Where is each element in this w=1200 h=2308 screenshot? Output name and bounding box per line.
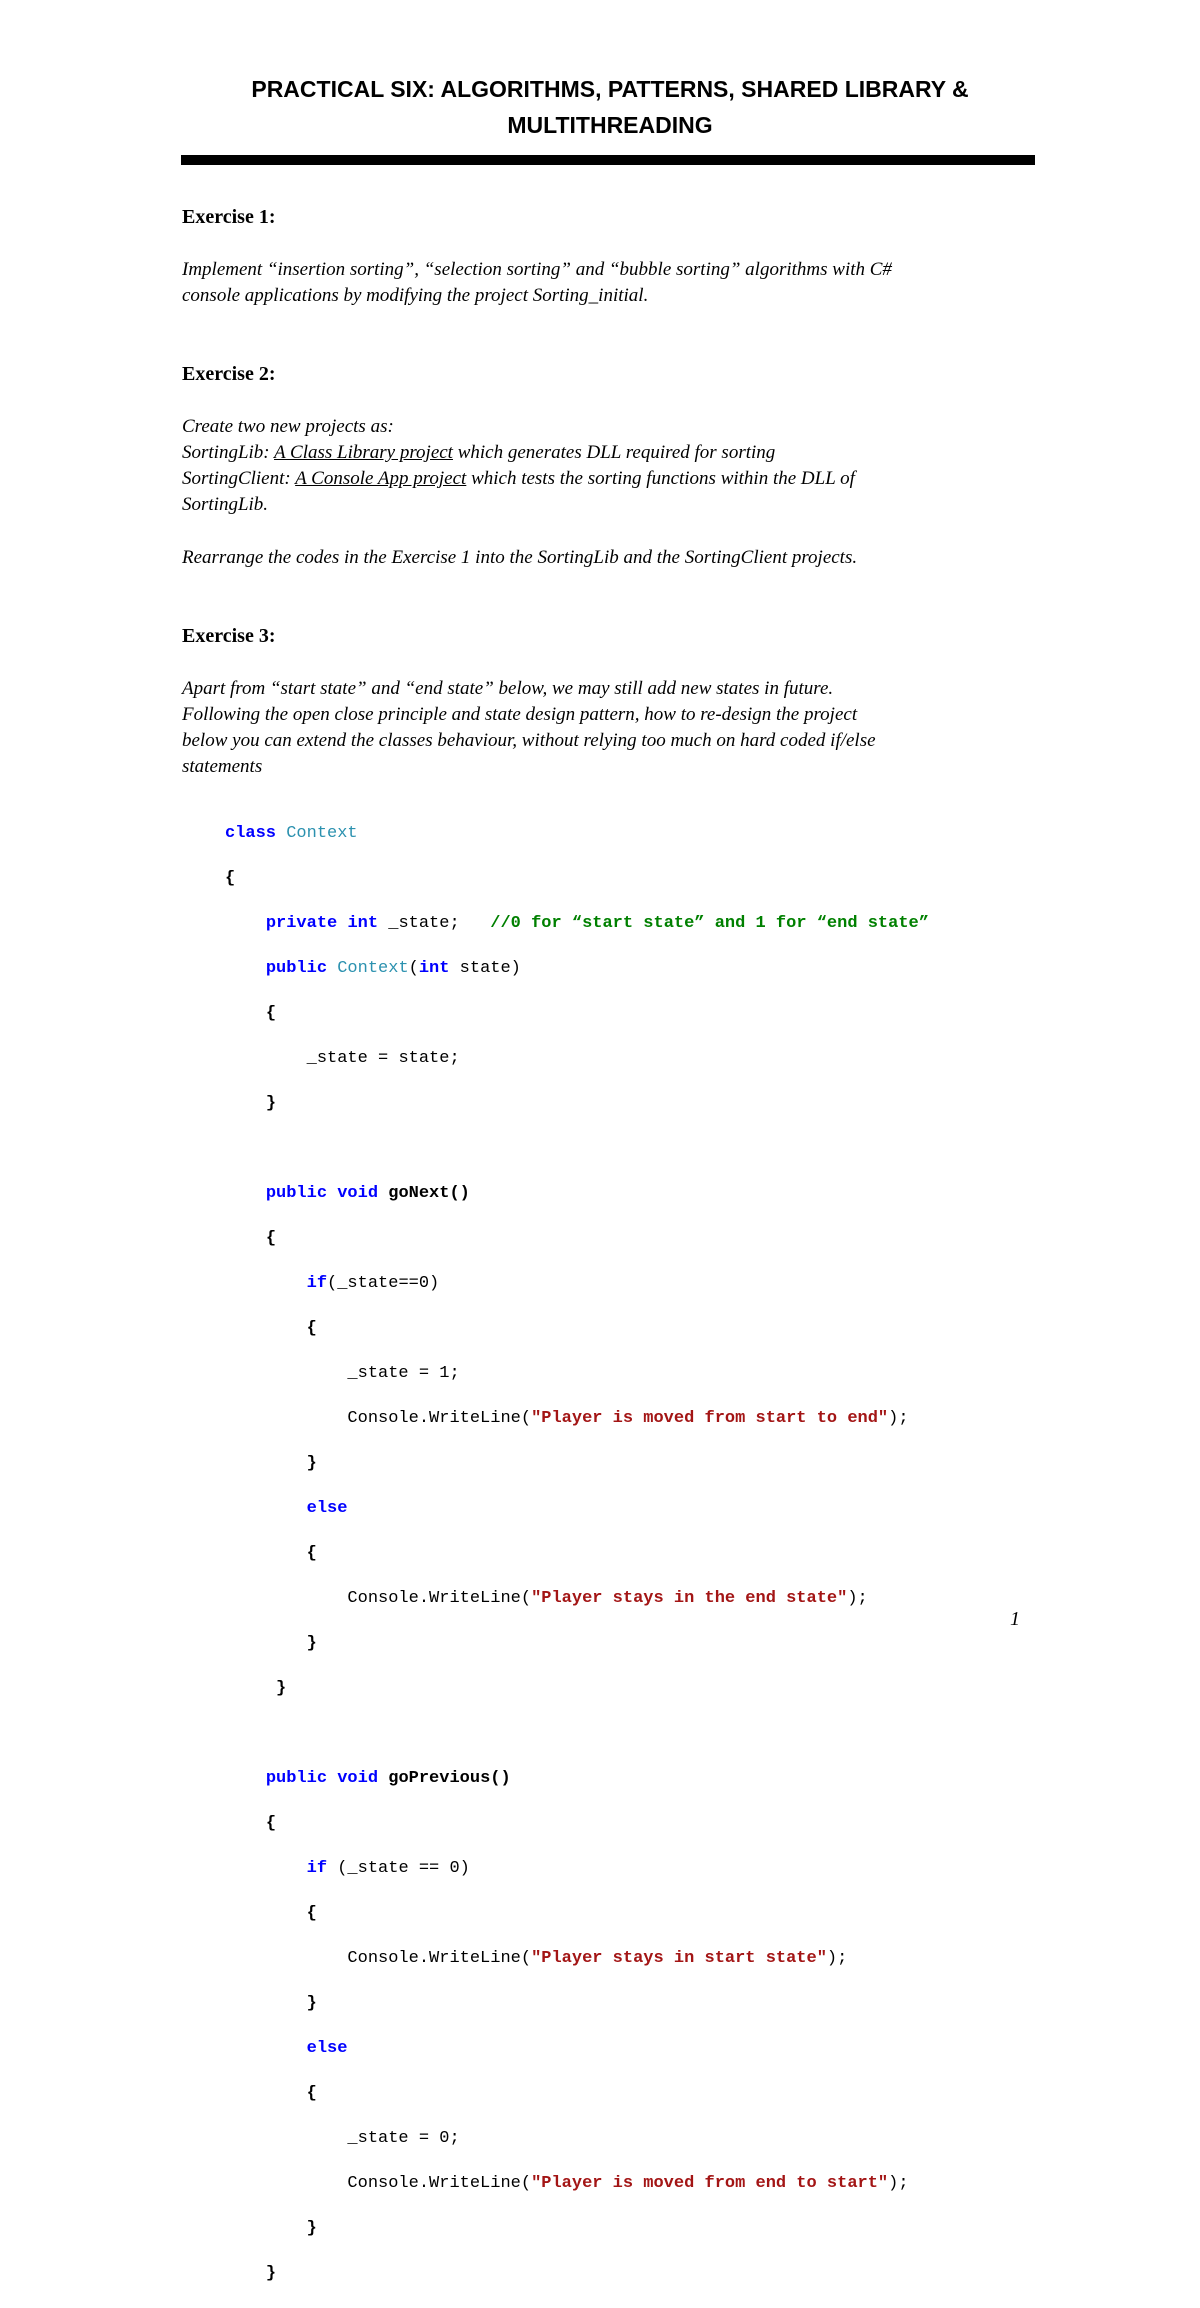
- lib-prefix: SortingLib:: [182, 442, 275, 463]
- code-line: }: [306, 1453, 317, 1473]
- code-line: Console.WriteLine("Player is moved from start to end");: [347, 1408, 909, 1428]
- code-line: public void goPrevious(): [265, 1768, 511, 1788]
- code-line: {: [306, 1903, 317, 1923]
- code-line: else: [306, 2038, 348, 2058]
- title-divider: [181, 155, 1035, 165]
- code-line: _state = 1;: [347, 1363, 460, 1383]
- code-line: }: [265, 1093, 277, 1113]
- exercise-2-client-line: [182, 466, 1032, 492]
- code-line: }: [265, 2263, 277, 2283]
- page-title-line-1: PRACTICAL SIX: ALGORITHMS, PATTERNS, SHARED LIBRARY &: [251, 76, 969, 102]
- client-prefix: SortingClient:: [182, 468, 296, 489]
- code-line: [225, 1138, 929, 1161]
- code-line: else: [306, 1498, 348, 1518]
- code-line: {: [225, 868, 236, 888]
- code-line: {: [306, 1318, 317, 1338]
- exercise-1-line-1: Implement “insertion sorting”, “selection sorting” and “bubble sorting” algorithms with C#: [182, 259, 892, 280]
- code-line: {: [265, 1813, 277, 1833]
- exercise-3-line-4: statements: [182, 756, 263, 777]
- code-line: if(_state==0): [306, 1273, 440, 1293]
- code-line: }: [306, 1633, 317, 1653]
- exercise-2-lib-line: [182, 440, 1032, 466]
- code-line: {: [306, 1543, 317, 1563]
- exercise-2-client-cont: SortingLib.: [182, 494, 269, 515]
- code-line: Console.WriteLine("Player is moved from end to start");: [347, 2173, 909, 2193]
- exercise-1-heading: Exercise 1:: [182, 206, 276, 228]
- exercise-2-intro: Create two new projects as:: [182, 416, 394, 437]
- code-line: }: [306, 2218, 317, 2238]
- exercise-3-heading: Exercise 3:: [182, 625, 276, 647]
- exercise-2-rearrange: Rearrange the codes in the Exercise 1 into the SortingLib and the SortingClient projects.: [182, 547, 858, 568]
- code-line: private int _state; //0 for “start state” and 1 for “end state”: [265, 913, 929, 933]
- exercise-3-line-1: Apart from “start state” and “end state” below, we may still add new states in future.: [182, 678, 834, 699]
- code-line: {: [265, 1228, 277, 1248]
- exercise-3-text: [182, 676, 1032, 780]
- code-line: Console.WriteLine("Player stays in the end state");: [347, 1588, 868, 1608]
- console-app-link[interactable]: A Console App project: [295, 468, 467, 489]
- page-number: 1: [1010, 1608, 1020, 1630]
- lib-suffix: which generates DLL required for sorting: [452, 442, 776, 463]
- code-block: [225, 800, 929, 2308]
- exercise-2-text: [182, 414, 1032, 518]
- code-line: }: [306, 1993, 317, 2013]
- exercise-1-text: [182, 257, 1032, 309]
- code-line: _state = 0;: [347, 2128, 460, 2148]
- code-line: if (_state == 0): [306, 1858, 470, 1878]
- exercise-3-line-2: Following the open close principle and state design pattern, how to re-design the project: [182, 704, 858, 725]
- code-line: class Context: [225, 823, 358, 843]
- code-line: }: [276, 1678, 287, 1698]
- code-line: {: [306, 2083, 317, 2103]
- class-library-link[interactable]: A Class Library project: [274, 442, 453, 463]
- code-line: Console.WriteLine("Player stays in start state");: [347, 1948, 848, 1968]
- client-suffix: which tests the sorting functions within the DLL of: [466, 468, 855, 489]
- code-line: [225, 1723, 929, 1746]
- page-title-line-2: MULTITHREADING: [507, 112, 713, 138]
- code-line: _state = state;: [306, 1048, 460, 1068]
- exercise-1-line-2: console applications by modifying the project Sorting_initial.: [182, 285, 649, 306]
- exercise-2-heading: Exercise 2:: [182, 363, 276, 385]
- code-line: {: [265, 1003, 277, 1023]
- code-line: public Context(int state): [265, 958, 521, 978]
- code-line: public void goNext(): [265, 1183, 470, 1203]
- exercise-3-line-3: below you can extend the classes behaviour, without relying too much on hard coded if/else: [182, 730, 876, 751]
